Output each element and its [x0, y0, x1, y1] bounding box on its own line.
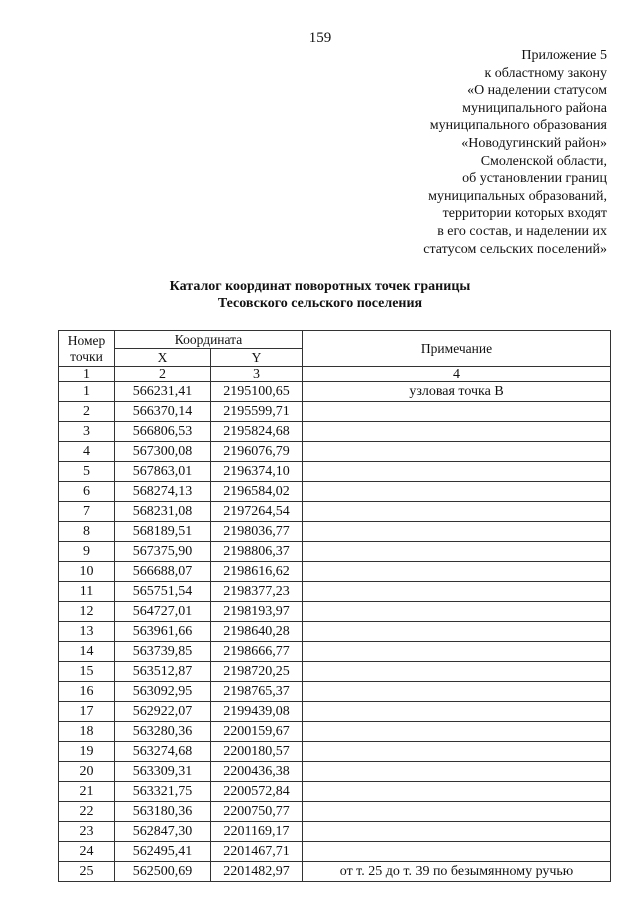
point-number-cell: 6 [59, 482, 115, 502]
point-number-cell: 25 [59, 862, 115, 882]
table-row [59, 842, 611, 862]
header-note: Примечание [303, 331, 611, 367]
y-cell: 2198720,25 [211, 662, 303, 682]
point-number-cell: 11 [59, 582, 115, 602]
y-cell: 2197264,54 [211, 502, 303, 522]
y-cell: 2198806,37 [211, 542, 303, 562]
note-cell: от т. 25 до т. 39 по безымянному ручью [303, 862, 611, 882]
note-cell [303, 842, 611, 862]
y-cell: 2198193,97 [211, 602, 303, 622]
y-cell: 2198640,28 [211, 622, 303, 642]
note-cell [303, 802, 611, 822]
point-number-cell: 19 [59, 742, 115, 762]
point-number-cell: 23 [59, 822, 115, 842]
point-number-cell: 9 [59, 542, 115, 562]
x-cell: 563309,31 [115, 762, 211, 782]
point-number-cell: 15 [59, 662, 115, 682]
appendix-line: «О наделении статусом [467, 83, 607, 99]
point-number-cell: 20 [59, 762, 115, 782]
y-cell: 2198616,62 [211, 562, 303, 582]
document-title [0, 278, 640, 312]
table-row [59, 462, 611, 482]
appendix-line: статусом сельских поселений» [423, 241, 607, 257]
point-number-cell: 17 [59, 702, 115, 722]
note-cell [303, 742, 611, 762]
table-row [59, 442, 611, 462]
point-number-cell: 3 [59, 422, 115, 442]
column-number-1: 1 [59, 367, 115, 382]
note-cell [303, 762, 611, 782]
x-cell: 567375,90 [115, 542, 211, 562]
y-cell: 2200572,84 [211, 782, 303, 802]
x-cell: 565751,54 [115, 582, 211, 602]
table-row [59, 522, 611, 542]
point-number-cell: 18 [59, 722, 115, 742]
y-cell: 2201169,17 [211, 822, 303, 842]
y-cell: 2196076,79 [211, 442, 303, 462]
note-cell [303, 522, 611, 542]
point-number-cell: 4 [59, 442, 115, 462]
appendix-line: муниципального района [462, 100, 607, 116]
note-cell [303, 682, 611, 702]
note-cell: узловая точка В [303, 382, 611, 402]
appendix-line: муниципального образования [429, 118, 607, 134]
table-row [59, 622, 611, 642]
x-cell: 568189,51 [115, 522, 211, 542]
table-row [59, 642, 611, 662]
header-point-number: Номер точки [59, 331, 115, 367]
header-x: X [115, 349, 211, 367]
point-number-cell: 5 [59, 462, 115, 482]
y-cell: 2201467,71 [211, 842, 303, 862]
point-number-cell: 14 [59, 642, 115, 662]
x-cell: 563321,75 [115, 782, 211, 802]
table-row [59, 662, 611, 682]
note-cell [303, 702, 611, 722]
x-cell: 562500,69 [115, 862, 211, 882]
x-cell: 568231,08 [115, 502, 211, 522]
note-cell [303, 622, 611, 642]
table-row [59, 602, 611, 622]
title-line-1: Каталог координат поворотных точек границы [169, 279, 471, 294]
note-cell [303, 562, 611, 582]
column-number-4: 4 [303, 367, 611, 382]
note-cell [303, 402, 611, 422]
y-cell: 2195599,71 [211, 402, 303, 422]
note-cell [303, 442, 611, 462]
table-row [59, 502, 611, 522]
y-cell: 2201482,97 [211, 862, 303, 882]
table-row [59, 482, 611, 502]
y-cell: 2198377,23 [211, 582, 303, 602]
table-row [59, 682, 611, 702]
y-cell: 2198036,77 [211, 522, 303, 542]
note-cell [303, 782, 611, 802]
x-cell: 566231,41 [115, 382, 211, 402]
y-cell: 2196374,10 [211, 462, 303, 482]
x-cell: 562922,07 [115, 702, 211, 722]
x-cell: 563961,66 [115, 622, 211, 642]
note-cell [303, 822, 611, 842]
note-cell [303, 582, 611, 602]
table-body [59, 382, 611, 882]
x-cell: 562495,41 [115, 842, 211, 862]
note-cell [303, 482, 611, 502]
point-number-cell: 10 [59, 562, 115, 582]
point-number-cell: 22 [59, 802, 115, 822]
x-cell: 563180,36 [115, 802, 211, 822]
x-cell: 563274,68 [115, 742, 211, 762]
table-row [59, 822, 611, 842]
y-cell: 2195824,68 [211, 422, 303, 442]
table-row [59, 762, 611, 782]
x-cell: 563739,85 [115, 642, 211, 662]
y-cell: 2200436,38 [211, 762, 303, 782]
appendix-line: об установлении границ [462, 171, 607, 187]
column-number-3: 3 [211, 367, 303, 382]
table-row [59, 742, 611, 762]
note-cell [303, 602, 611, 622]
note-cell [303, 642, 611, 662]
note-cell [303, 462, 611, 482]
point-number-cell: 21 [59, 782, 115, 802]
y-cell: 2198666,77 [211, 642, 303, 662]
x-cell: 567863,01 [115, 462, 211, 482]
point-number-cell: 12 [59, 602, 115, 622]
point-number-cell: 7 [59, 502, 115, 522]
appendix-header [307, 47, 607, 258]
table-row [59, 722, 611, 742]
x-cell: 568274,13 [115, 482, 211, 502]
table-row [59, 562, 611, 582]
x-cell: 566806,53 [115, 422, 211, 442]
x-cell: 564727,01 [115, 602, 211, 622]
y-cell: 2196584,02 [211, 482, 303, 502]
x-cell: 562847,30 [115, 822, 211, 842]
point-number-cell: 2 [59, 402, 115, 422]
appendix-line: территории которых входят [442, 206, 607, 222]
y-cell: 2199439,08 [211, 702, 303, 722]
x-cell: 566370,14 [115, 402, 211, 422]
appendix-line: в его состав, и наделении их [437, 223, 607, 239]
point-number-cell: 13 [59, 622, 115, 642]
y-cell: 2198765,37 [211, 682, 303, 702]
appendix-line: муниципальных образований, [428, 188, 607, 204]
x-cell: 563092,95 [115, 682, 211, 702]
table-row [59, 802, 611, 822]
note-cell [303, 422, 611, 442]
point-number-cell: 8 [59, 522, 115, 542]
page-number: 159 [308, 30, 332, 46]
point-number-cell: 16 [59, 682, 115, 702]
y-cell: 2200180,57 [211, 742, 303, 762]
appendix-line: Смоленской области, [480, 153, 607, 169]
note-cell [303, 502, 611, 522]
point-number-cell: 24 [59, 842, 115, 862]
table-row [59, 862, 611, 882]
y-cell: 2200750,77 [211, 802, 303, 822]
title-line-2: Тесовского сельского поселения [217, 296, 423, 311]
table-row [59, 422, 611, 442]
note-cell [303, 662, 611, 682]
appendix-line: Приложение 5 [521, 48, 607, 63]
x-cell: 563512,87 [115, 662, 211, 682]
table-row [59, 582, 611, 602]
x-cell: 563280,36 [115, 722, 211, 742]
note-cell [303, 542, 611, 562]
column-number-2: 2 [115, 367, 211, 382]
table-row [59, 542, 611, 562]
header-y: Y [211, 349, 303, 367]
appendix-line: к областному закону [484, 65, 607, 81]
table-row [59, 702, 611, 722]
y-cell: 2200159,67 [211, 722, 303, 742]
note-cell [303, 722, 611, 742]
header-coordinate: Координата [115, 331, 303, 349]
x-cell: 567300,08 [115, 442, 211, 462]
x-cell: 566688,07 [115, 562, 211, 582]
appendix-line: «Новодугинский район» [461, 135, 607, 151]
table-row [59, 402, 611, 422]
table-row [59, 382, 611, 402]
coordinates-table [58, 330, 611, 882]
table-row [59, 782, 611, 802]
point-number-cell: 1 [59, 382, 115, 402]
y-cell: 2195100,65 [211, 382, 303, 402]
